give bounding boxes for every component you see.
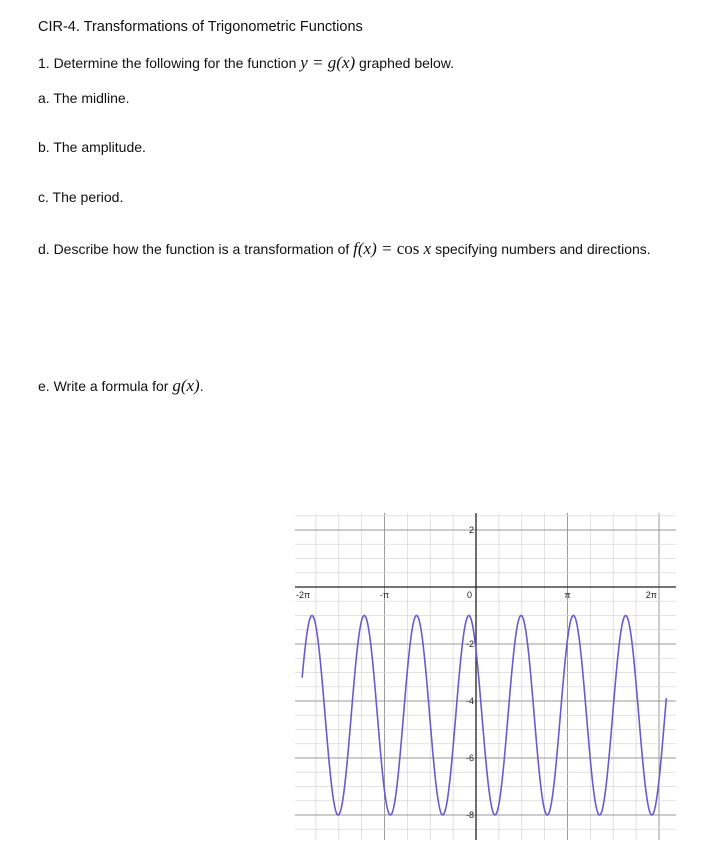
graph-axes bbox=[295, 513, 676, 840]
question-1-math: y = g(x) bbox=[300, 53, 356, 72]
x-tick-label: 2π bbox=[645, 590, 657, 600]
worksheet-title: CIR-4. Transformations of Trigonometric Functions bbox=[38, 19, 363, 35]
question-1 bbox=[38, 54, 454, 72]
question-d-suffix: specifying numbers and directions. bbox=[435, 241, 651, 257]
y-tick-label: -2 bbox=[465, 639, 474, 649]
question-c: c. The period. bbox=[38, 189, 124, 205]
question-d-math-cos: cos bbox=[396, 239, 420, 258]
question-e-prefix: e. Write a formula for bbox=[38, 378, 169, 394]
x-tick-label: -2π bbox=[296, 590, 311, 600]
question-e-math: g(x) bbox=[172, 376, 200, 395]
function-graph bbox=[290, 508, 680, 843]
question-a: a. The midline. bbox=[38, 90, 130, 106]
question-e-end: . bbox=[199, 378, 204, 394]
y-tick-label: -4 bbox=[465, 696, 474, 706]
x-tick-label: 0 bbox=[466, 590, 472, 600]
y-tick-label: -6 bbox=[465, 753, 474, 763]
y-tick-label: 2 bbox=[468, 525, 474, 535]
question-e bbox=[38, 377, 204, 395]
question-b: b. The amplitude. bbox=[38, 139, 146, 155]
question-d bbox=[38, 240, 658, 258]
y-tick-label: -8 bbox=[465, 810, 474, 820]
question-d-math-f: f(x) = bbox=[353, 239, 397, 258]
question-d-prefix: d. Describe how the function is a transformation of bbox=[38, 241, 350, 257]
x-tick-label: -π bbox=[379, 590, 390, 600]
question-1-prefix: 1. Determine the following for the function bbox=[38, 55, 297, 71]
question-d-math-x: x bbox=[419, 239, 432, 258]
question-1-suffix: graphed below. bbox=[359, 55, 455, 71]
question-d-math bbox=[353, 239, 431, 258]
graph-grid bbox=[295, 513, 676, 840]
x-tick-label: π bbox=[564, 590, 571, 600]
